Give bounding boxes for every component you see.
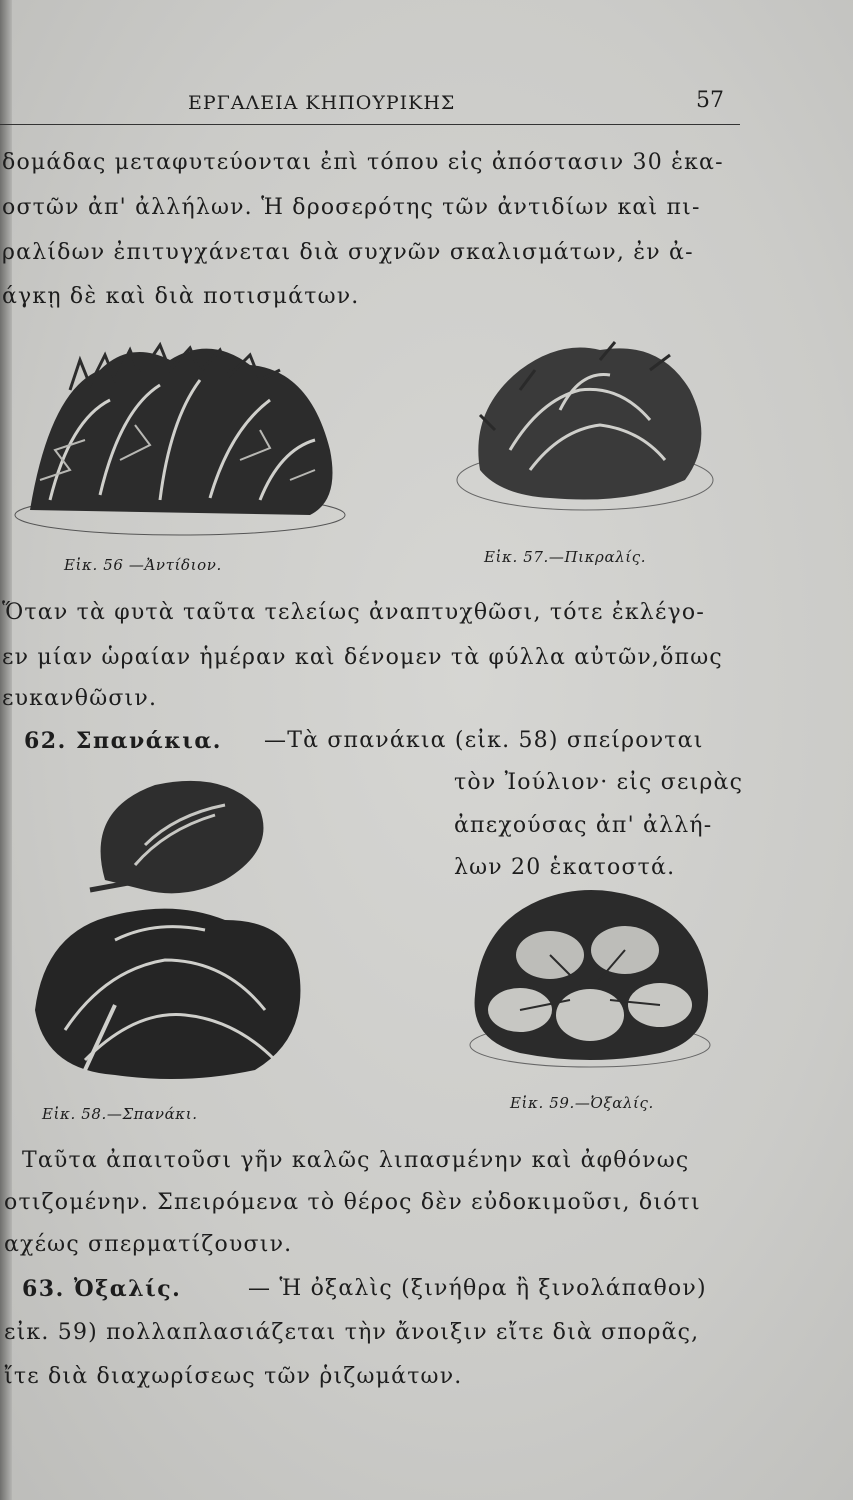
figure-caption: Εἰκ. 57.—Πικραλίς. <box>484 548 647 566</box>
figure-caption: Εἰκ. 56 —Ἀντίδιον. <box>64 556 222 574</box>
text-line: ραλίδων ἐπιτυγχάνεται διὰ συχνῶν σκαλισμάτων, ἐν ἀ- <box>2 240 694 265</box>
text-line: — Ἡ ὀξαλὶς (ξινήθρα ἢ ξινολάπαθον) <box>248 1276 707 1301</box>
text-line: οστῶν ἀπ' ἀλλήλων. Ἡ δροσερότης τῶν ἀντιδίων καὶ πι- <box>2 195 701 220</box>
chicory-illustration <box>450 330 720 520</box>
text-line: λων 20 ἑκατοστά. <box>454 855 676 880</box>
section-heading: 63. Ὀξαλίς. <box>22 1276 182 1302</box>
text-line: ἀπεχούσας ἀπ' ἀλλή- <box>454 813 713 838</box>
figure-caption: Εἰκ. 58.—Σπανάκι. <box>42 1105 198 1123</box>
text-line: οτιζομένην. Σπειρόμενα τὸ θέρος δὲν εὐδοκιμοῦσι, διότι <box>4 1190 701 1215</box>
running-head: ΕΡΓΑΛΕΙΑ ΚΗΠΟΥΡΙΚΗΣ <box>188 92 456 114</box>
text-line: Ταῦτα ἀπαιτοῦσι γῆν καλῶς λιπασμένην καὶ ἀφθόνως <box>22 1148 690 1173</box>
page-number: 57 <box>696 88 724 113</box>
figure-caption: Εἰκ. 59.—Ὀξαλίς. <box>510 1094 654 1112</box>
page-header <box>150 88 740 128</box>
text-line: εἰκ. 59) πολλαπλασιάζεται τὴν ἄνοιξιν εἴτε διὰ σπορᾶς, <box>4 1320 700 1345</box>
text-line: άγκῃ δὲ καὶ διὰ ποτισμάτων. <box>2 284 360 309</box>
text-line: ευκανθῶσιν. <box>2 686 158 711</box>
section-heading: 62. Σπανάκια. <box>24 728 222 754</box>
text-line: Ὅταν τὰ φυτὰ ταῦτα τελείως ἀναπτυχθῶσι, τότε ἐκλέγο- <box>2 600 705 625</box>
endive-illustration <box>10 330 350 540</box>
book-spine-shadow <box>0 0 12 1500</box>
text-line: ἴτε διὰ διαχωρίσεως τῶν ῥιζωμάτων. <box>4 1364 463 1389</box>
header-rule <box>0 124 740 125</box>
text-line: αχέως σπερματίζουσιν. <box>4 1232 293 1257</box>
text-line: εν μίαν ὡραίαν ἡμέραν καὶ δένομεν τὰ φύλλα αὐτῶν,ὅπως <box>2 645 723 670</box>
sorrel-illustration <box>460 875 720 1075</box>
text-line: —Τὰ σπανάκια (εἰκ. 58) σπείρονται <box>264 728 704 753</box>
text-line: τὸν Ἰούλιον· εἰς σειρὰς <box>454 770 744 795</box>
text-line: δομάδας μεταφυτεύονται ἐπὶ τόπου εἰς ἀπόστασιν 30 ἑκα- <box>2 150 724 175</box>
spinach-illustration <box>25 770 315 1090</box>
